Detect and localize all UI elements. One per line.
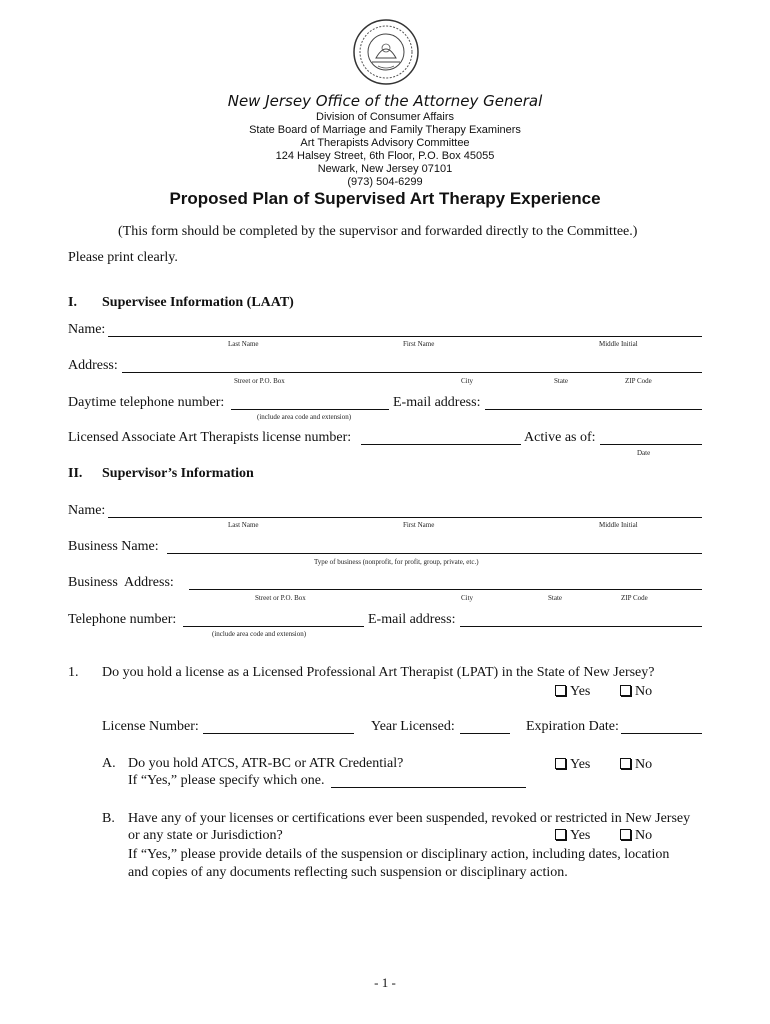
supervisee-phone-label: Daytime telephone number: [68, 395, 225, 410]
q1b-letter: B. [102, 811, 115, 826]
header-line-city: Newark, New Jersey 07101 [317, 163, 453, 175]
caption-first-name: First Name [403, 521, 435, 529]
q1a-yes-checkbox[interactable] [555, 758, 566, 769]
business-address-field[interactable] [189, 589, 702, 590]
caption-middle-initial: Middle Initial [599, 340, 638, 348]
q1b-yes-option[interactable] [555, 828, 590, 844]
laat-license-label: Licensed Associate Art Therapists license number: [68, 430, 352, 445]
caption-street: Street or P.O. Box [255, 594, 306, 602]
supervisor-email-label: E-mail address: [368, 612, 456, 627]
expiration-date-field[interactable] [621, 733, 702, 734]
caption-last-name: Last Name [228, 521, 259, 529]
supervisee-name-field[interactable] [108, 336, 702, 337]
q1-no-option[interactable] [620, 684, 652, 700]
q1b-line3: If “Yes,” please provide details of the suspension or disciplinary action, including dates, location [128, 847, 670, 862]
supervisee-phone-field[interactable] [231, 409, 389, 410]
section1-heading: Supervisee Information (LAAT) [102, 295, 294, 310]
year-licensed-label: Year Licensed: [371, 719, 455, 734]
q1-text: Do you hold a license as a Licensed Professional Art Therapist (LPAT) in the State of New Jersey? [102, 665, 655, 680]
header-line-phone: (973) 504-6299 [347, 176, 423, 188]
caption-first-name: First Name [403, 340, 435, 348]
state-seal-logo [352, 18, 420, 86]
q1b-no-checkbox[interactable] [620, 829, 631, 840]
section2-heading: Supervisor’s Information [102, 466, 254, 481]
caption-date: Date [637, 449, 651, 457]
supervisee-email-label: E-mail address: [393, 395, 481, 410]
supervisor-name-field[interactable] [108, 517, 702, 518]
q1-no-label: No [635, 684, 653, 699]
header-line-division: Division of Consumer Affairs [316, 111, 454, 123]
q1a-yes-option[interactable] [555, 757, 590, 773]
q1b-line2: or any state or Jurisdiction? [128, 828, 283, 843]
business-name-field[interactable] [167, 553, 702, 554]
instructions-text: (This form should be completed by the supervisor and forwarded directly to the Committee.) [118, 224, 638, 239]
supervisee-email-field[interactable] [485, 409, 702, 410]
license-number-label: License Number: [102, 719, 199, 734]
license-number-field[interactable] [203, 733, 354, 734]
q1-yes-label: Yes [570, 684, 591, 699]
q1b-yes-checkbox[interactable] [555, 829, 566, 840]
supervisor-phone-field[interactable] [183, 626, 364, 627]
q1a-no-option[interactable] [620, 757, 652, 773]
business-name-label: Business Name: [68, 539, 159, 554]
q1b-line4: and copies of any documents reflecting such suspension or disciplinary action. [128, 865, 568, 880]
caption-zip: ZIP Code [621, 594, 648, 602]
q1-no-checkbox[interactable] [620, 685, 631, 696]
supervisee-address-label: Address: [68, 358, 118, 373]
header-line-street: 124 Halsey Street, 6th Floor, P.O. Box 45055 [275, 150, 495, 162]
page-number: - 1 - [374, 975, 396, 990]
supervisee-address-field[interactable] [122, 372, 702, 373]
laat-license-field[interactable] [361, 444, 521, 445]
caption-state: State [554, 377, 568, 385]
header-line-committee: Art Therapists Advisory Committee [300, 137, 470, 149]
supervisor-email-field[interactable] [460, 626, 702, 627]
caption-phone: (include area code and extension) [212, 630, 307, 638]
caption-business-type: Type of business (nonprofit, for profit, group, private, etc.) [314, 558, 479, 566]
q1a-no-label: No [635, 757, 653, 772]
q1a-specify-field[interactable] [331, 787, 526, 788]
q1a-letter: A. [102, 756, 116, 771]
supervisee-name-label: Name: [68, 322, 106, 337]
caption-middle-initial: Middle Initial [599, 521, 638, 529]
active-as-of-label: Active as of: [524, 430, 596, 445]
q1a-specify-label: If “Yes,” please specify which one. [128, 773, 325, 788]
caption-phone: (include area code and extension) [257, 413, 352, 421]
caption-last-name: Last Name [228, 340, 259, 348]
caption-street: Street or P.O. Box [234, 377, 285, 385]
caption-city: City [461, 377, 474, 385]
q1a-yes-label: Yes [570, 757, 591, 772]
q1b-line1: Have any of your licenses or certifications ever been suspended, revoked or restricted in New Jersey [128, 811, 691, 826]
business-address-label: Business Address: [68, 575, 174, 590]
expiration-date-label: Expiration Date: [526, 719, 619, 734]
q1a-no-checkbox[interactable] [620, 758, 631, 769]
q1b-no-label: No [635, 828, 653, 843]
office-title: New Jersey Office of the Attorney General [227, 92, 543, 110]
caption-state: State [548, 594, 562, 602]
active-as-of-field[interactable] [600, 444, 702, 445]
supervisor-phone-label: Telephone number: [68, 612, 177, 627]
caption-city: City [461, 594, 474, 602]
q1-yes-checkbox[interactable] [555, 685, 566, 696]
q1b-no-option[interactable] [620, 828, 652, 844]
header-line-board: State Board of Marriage and Family Therapy Examiners [249, 124, 521, 136]
supervisor-name-label: Name: [68, 503, 106, 518]
section1-numeral: I. [68, 295, 77, 310]
form-title: Proposed Plan of Supervised Art Therapy Experience [169, 189, 601, 208]
q1b-yes-label: Yes [570, 828, 591, 843]
caption-zip: ZIP Code [625, 377, 652, 385]
q1-number: 1. [68, 665, 79, 680]
print-note: Please print clearly. [68, 250, 178, 265]
year-licensed-field[interactable] [460, 733, 510, 734]
q1a-text: Do you hold ATCS, ATR-BC or ATR Credential? [128, 756, 404, 771]
q1-yes-option[interactable] [555, 684, 590, 700]
section2-numeral: II. [68, 466, 83, 481]
